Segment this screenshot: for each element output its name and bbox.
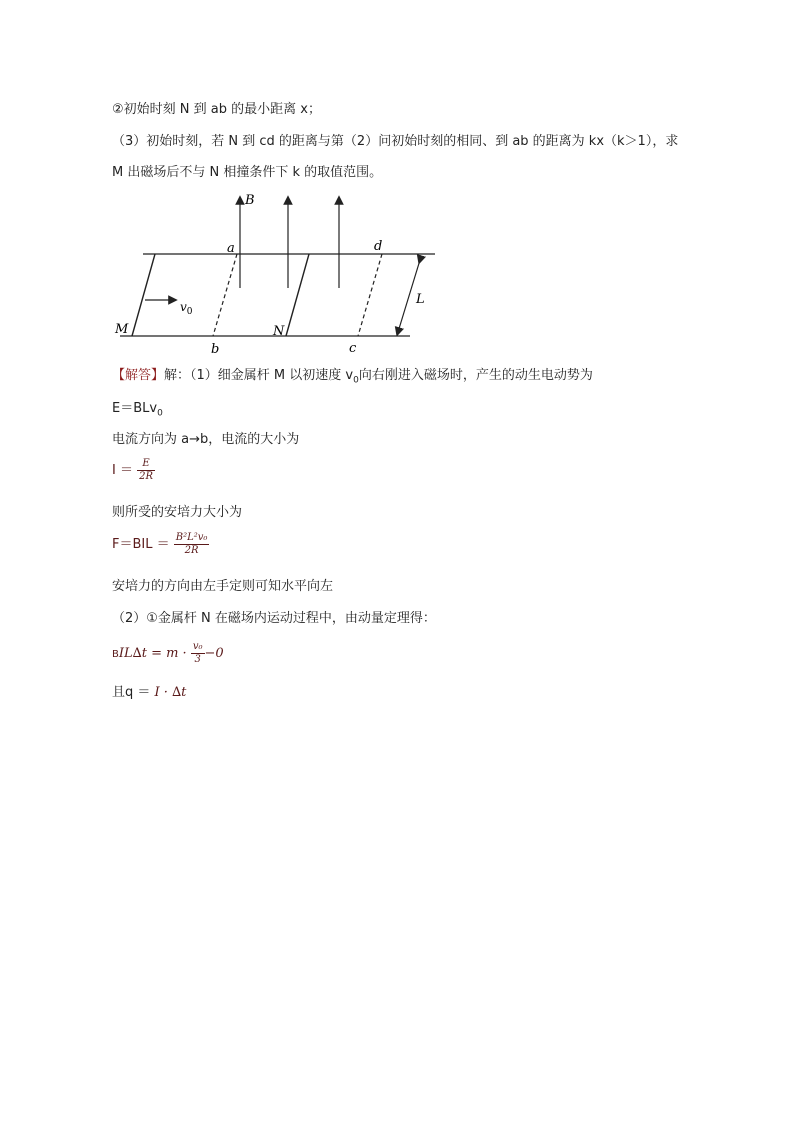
rod-m	[132, 254, 155, 336]
question-3-line-1: （3）初始时刻，若 N 到 cd 的距离与第（2）问初始时刻的相同、到 ab 的距离为 kx（k＞1），求	[112, 134, 679, 149]
momentum-equation: BIL∆t = m · $\frac{\text{v₀}}{3}$ −0	[112, 641, 224, 665]
current-equation: I ＝ $\frac{E}{2R}$	[112, 458, 154, 482]
question-3-line-2: M 出磁场后不与 N 相撞条件下 k 的取值范围。	[112, 165, 383, 180]
label-m: M	[115, 322, 129, 337]
part-2-intro: （2）①金属杆 N 在磁场内运动过程中，由动量定理得：	[112, 611, 436, 626]
label-c: c	[349, 341, 357, 355]
rod-n	[286, 254, 309, 336]
emf-equation: E＝BLv$_0$	[112, 401, 163, 419]
boundary-cd	[358, 254, 382, 336]
question-2-part-2: ②初始时刻 N 到 ab 的最小距离 x；	[112, 102, 321, 117]
label-v: $v_0$	[180, 300, 193, 317]
magnetic-field-diagram	[110, 190, 440, 355]
answer-intro: 【解答】解：（1）细金属杆 M 以初速度 $v_0$向右刚进入磁场时，产生的动生电动势为	[112, 368, 593, 386]
label-l: L	[416, 292, 425, 307]
boundary-ab	[213, 254, 237, 336]
force-text: 则所受的安培力大小为	[112, 505, 243, 520]
charge-equation: 且q ＝ I · ∆t	[112, 685, 187, 700]
force-equation: F＝BIL ＝ $\frac{\text{B²L²v₀}}{2R}$	[112, 532, 208, 556]
label-a: a	[227, 241, 235, 256]
label-b-field: B	[245, 193, 255, 208]
force-direction: 安培力的方向由左手定则可知水平向左	[112, 579, 334, 594]
current-direction: 电流方向为 a→b，电流的大小为	[112, 432, 300, 447]
label-b: b	[211, 342, 220, 355]
label-n: N	[273, 324, 285, 339]
answer-tag: 【解答】	[112, 368, 165, 383]
label-d: d	[374, 239, 383, 254]
